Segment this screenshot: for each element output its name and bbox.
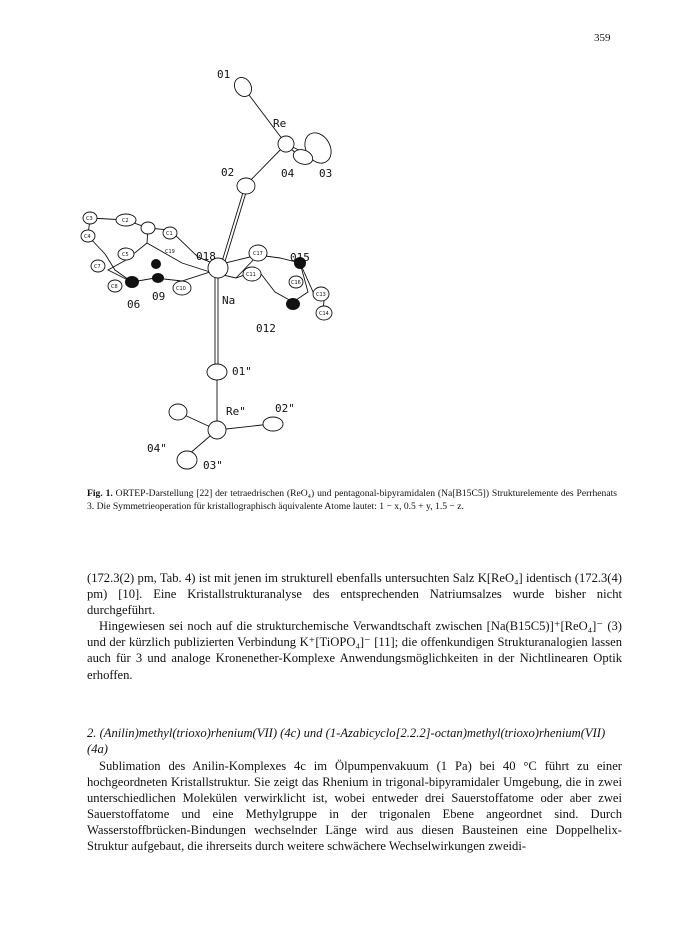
atom-label-c1: C1 <box>166 231 173 237</box>
atom-label-o1: 01 <box>217 68 231 81</box>
atom-label-c10: C10 <box>176 286 186 292</box>
atom-label-c4: C4 <box>84 234 91 240</box>
section-heading: 2. (Anilin)methyl(trioxo)rhenium(VII) (4c) und (1-Azabicyclo[2.2.2]-octan)methyl(trioxo)rhenium(VII) (4a) <box>87 726 606 757</box>
paragraph-3: Sublimation des Anilin-Komplexes 4c im Ölpumpenvakuum (1 Pa) bei 40 °C führt zu einer hochgeordneten Kristallstruktur. Sie zeigt das Rhenium in trigonal-bipyramidaler Umgebung, die in zwei unterschiedlichen Molekülen verwirklicht ist, wobei entweder drei Sauerstoffatome oder aber zwei Sauerstoffatome und eine Methylgruppe in der trigonalen Ebene angeordnet sind. Durch Wasserstoffbrücken-Bindungen wechselnder Länge wird aus diesen Bausteinen eine Doppelhelix-Struktur aufgebaut, die ihrerseits durch weitere schwächere Wechselwirkungen zweidi- <box>87 759 622 854</box>
atom-label-c14: C14 <box>319 311 329 317</box>
atom-label-o4b: 04" <box>147 442 167 455</box>
atom-label-c2: C2 <box>122 218 129 224</box>
paragraph-2: Hingewiesen sei noch auf die strukturchemische Verwandtschaft zwischen [Na(B15C5)]⁺[ReO₄]⁻ (3) und der kürzlich publizierten Verbindung K⁺[TiOPO₄]⁻ [11]; die offenkundigen Strukturanalogien lassen auch für 3 und analoge Kronenether-Komplexe Anwendungsmöglichkeiten in der Nichtlinearen Optik erhoffen. <box>87 619 622 682</box>
page-number: 359 <box>594 32 611 44</box>
atom-label-o3b: 03" <box>203 459 223 472</box>
ortep-figure <box>60 50 620 490</box>
atom-label-re: Re <box>273 117 287 130</box>
atom-label-o12: 012 <box>256 322 276 335</box>
caption-text: ORTEP-Darstellung [22] der tetraedrischen (ReO₄) und pentagonal-bipyramidalen (Na[B15C5]) Strukturelemente des Perrhenats 3. Die Symmetrieoperation für kristallographisch äquivalente Atome lautet: 1 − x, 0.5 + y, 1.5 − z. <box>87 488 617 512</box>
caption-label: Fig. 1. <box>87 488 113 499</box>
atom-label-c16: C16 <box>291 280 301 286</box>
atom-label-c11: C11 <box>246 272 256 278</box>
figure-caption <box>87 488 617 513</box>
body-paragraphs <box>87 570 622 683</box>
atom-label-na: Na <box>222 294 236 307</box>
atom-label-c7: C7 <box>94 264 101 270</box>
atom-label-o9: 09 <box>152 290 166 303</box>
atom-label-o4: 04 <box>281 167 295 180</box>
atom-label-reb: Re" <box>226 405 246 418</box>
atom-label-o15: 015 <box>290 251 310 264</box>
atom-label-o2b: 02" <box>275 402 295 415</box>
atom-label-c19: C19 <box>165 249 175 255</box>
atom-label-c3: C3 <box>86 216 93 222</box>
atom-label-c17: C17 <box>253 251 263 257</box>
atom-label-o1b: 01" <box>232 365 252 378</box>
atom-label-o3: 03 <box>319 167 333 180</box>
paragraph-1: (172.3(2) pm, Tab. 4) ist mit jenen im strukturell ebenfalls untersuchten Salz K[ReO₄] identisch (172.3(4) pm) [10]. Eine Kristallstrukturanalyse des entsprechenden Natriumsalzes wurde bisher nicht durchgeführt. <box>87 571 622 618</box>
section-body <box>87 758 622 855</box>
atom-label-c5: C5 <box>122 252 129 258</box>
atom-label-c8: C8 <box>111 284 118 290</box>
atom-label-c13: C13 <box>316 292 326 298</box>
atom-label-o2: 02 <box>221 166 235 179</box>
atom-label-o18: 018 <box>196 250 216 263</box>
ortep-structure-drawing <box>60 50 620 490</box>
atom-label-o6: 06 <box>127 298 141 311</box>
